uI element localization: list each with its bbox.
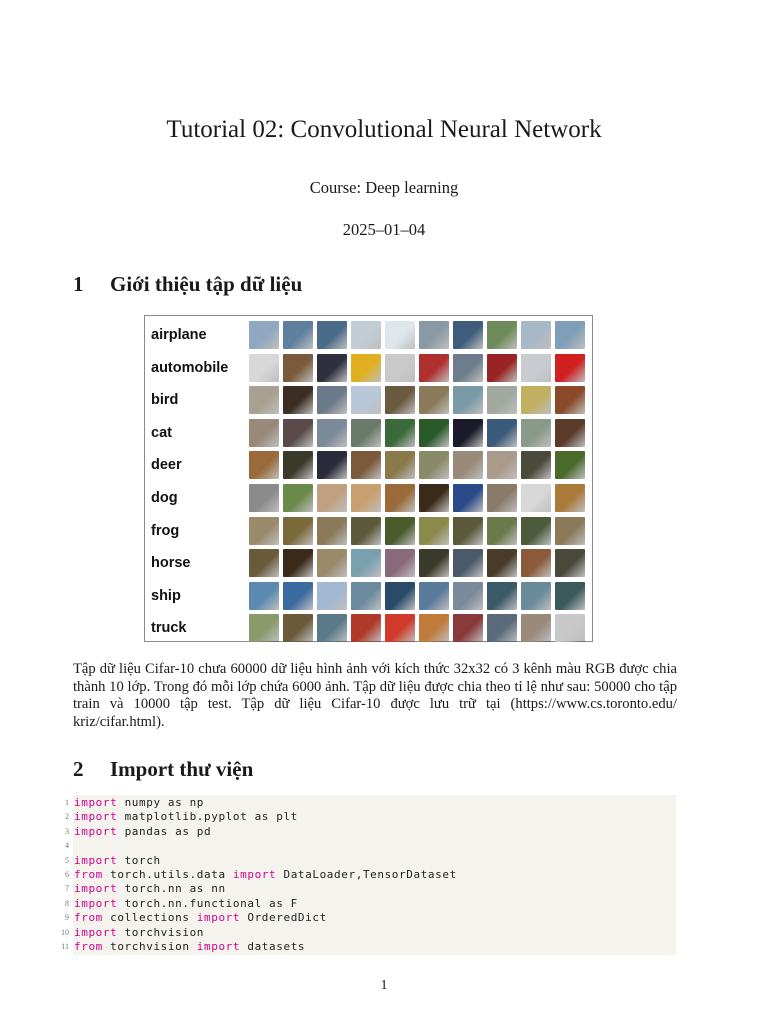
section-number: 1 [73, 272, 84, 296]
sample-image-thumbnail [317, 321, 347, 349]
sample-image-thumbnail [317, 386, 347, 414]
sample-image-thumbnail [249, 549, 279, 577]
code-token: pandas as pd [117, 824, 212, 838]
class-label: ship [151, 587, 181, 604]
sample-image-thumbnail [555, 484, 585, 512]
sample-image-thumbnail [351, 517, 381, 545]
sample-image-thumbnail [555, 582, 585, 610]
sample-image-thumbnail [351, 484, 381, 512]
code-keyword: from [74, 911, 103, 925]
code-text [74, 897, 298, 912]
sample-image-thumbnail [419, 484, 449, 512]
page-number: 1 [380, 978, 388, 993]
code-text [74, 796, 204, 811]
sample-image-thumbnail [487, 354, 517, 382]
sample-image-thumbnail [283, 419, 313, 447]
class-label: deer [151, 457, 182, 474]
sample-image-thumbnail [453, 517, 483, 545]
line-number: 6 [65, 870, 69, 879]
sample-image-thumbnail [521, 517, 551, 545]
code-line [61, 925, 676, 941]
line-number: 1 [65, 798, 69, 807]
sample-image-thumbnail [283, 614, 313, 642]
sample-image-thumbnail [249, 484, 279, 512]
class-row-bird [145, 383, 592, 416]
sample-image-thumbnail [283, 517, 313, 545]
line-number: 9 [65, 913, 69, 923]
sample-image-thumbnail [351, 419, 381, 447]
code-keyword: import [232, 868, 277, 881]
sample-image-thumbnail [385, 549, 415, 577]
sample-image-thumbnail [487, 386, 517, 414]
sample-image-thumbnail [283, 321, 313, 349]
sample-image-thumbnail [521, 451, 551, 479]
code-text [74, 940, 305, 955]
code-line [65, 839, 676, 854]
code-token: torch [117, 853, 161, 867]
code-text [74, 882, 226, 897]
sample-image-thumbnail [521, 582, 551, 610]
code-token: torchvision [117, 925, 205, 939]
section-title: Import thư viện [110, 757, 254, 781]
sample-image-thumbnail [249, 451, 279, 479]
sample-image-thumbnail [487, 451, 517, 479]
section-title: Giới thiệu tập dữ liệu [110, 272, 303, 296]
code-token: OrderedDict [240, 911, 327, 925]
code-line [65, 810, 676, 825]
sample-image-thumbnail [487, 614, 517, 642]
class-label: automobile [151, 359, 229, 376]
code-line [65, 853, 676, 869]
sample-image-thumbnail [283, 354, 313, 382]
sample-image-thumbnail [487, 321, 517, 349]
class-row-automobile [145, 351, 592, 384]
sample-image-thumbnail [283, 484, 313, 512]
sample-image-thumbnail [317, 549, 347, 577]
sample-image-thumbnail [453, 321, 483, 349]
code-keyword: import [74, 853, 118, 867]
sample-image-thumbnail [453, 614, 483, 642]
code-text [74, 926, 204, 941]
class-label: truck [151, 620, 187, 637]
section-heading-imports [73, 757, 253, 782]
sample-image-thumbnail [385, 321, 415, 349]
sample-image-thumbnail [385, 386, 415, 414]
sample-image-thumbnail [419, 582, 449, 610]
line-number: 7 [65, 884, 69, 894]
code-text [74, 911, 327, 926]
code-token: torch.utils.data [102, 868, 233, 881]
code-keyword: import [74, 796, 118, 809]
sample-image-thumbnail [487, 419, 517, 447]
code-token: datasets [240, 940, 306, 953]
sample-image-thumbnail [249, 582, 279, 610]
sample-image-thumbnail [249, 386, 279, 414]
sample-image-thumbnail [419, 386, 449, 414]
sample-image-thumbnail [351, 354, 381, 382]
sample-image-thumbnail [453, 484, 483, 512]
class-label: airplane [151, 327, 207, 343]
section-heading-dataset [73, 272, 302, 297]
code-token: torch.nn as nn [117, 882, 226, 896]
sample-image-thumbnail [521, 484, 551, 512]
sample-image-thumbnail [317, 451, 347, 479]
sample-image-thumbnail [317, 354, 347, 382]
sample-image-thumbnail [487, 484, 517, 512]
code-keyword: import [74, 810, 118, 824]
sample-image-thumbnail [555, 517, 585, 545]
sample-image-thumbnail [385, 354, 415, 382]
line-number: 5 [65, 855, 69, 865]
sample-image-thumbnail [419, 451, 449, 479]
code-keyword: import [74, 882, 118, 896]
class-label: frog [151, 522, 180, 539]
sample-image-thumbnail [521, 386, 551, 414]
sample-image-thumbnail [555, 614, 585, 642]
sample-image-thumbnail [283, 451, 313, 479]
sample-image-thumbnail [385, 582, 415, 610]
sample-image-thumbnail [419, 517, 449, 545]
sample-image-thumbnail [521, 614, 551, 642]
sample-image-thumbnail [453, 451, 483, 479]
sample-image-thumbnail [351, 386, 381, 414]
code-line [65, 796, 676, 811]
sample-image-thumbnail [249, 321, 279, 349]
code-token: torchvision [102, 940, 197, 953]
sample-image-thumbnail [249, 517, 279, 545]
sample-image-thumbnail [351, 614, 381, 642]
code-token: DataLoader,TensorDataset [276, 868, 457, 881]
sample-image-thumbnail [555, 419, 585, 447]
code-keyword: from [74, 940, 103, 953]
sample-image-thumbnail [317, 582, 347, 610]
code-token: numpy as np [117, 796, 205, 809]
sample-image-thumbnail [555, 321, 585, 349]
sample-image-thumbnail [419, 321, 449, 349]
sample-image-thumbnail [249, 614, 279, 642]
sample-image-thumbnail [555, 386, 585, 414]
sample-image-thumbnail [555, 354, 585, 382]
sample-image-thumbnail [317, 614, 347, 642]
code-text [74, 868, 457, 883]
sample-image-thumbnail [385, 517, 415, 545]
class-label: dog [151, 490, 178, 506]
sample-image-thumbnail [385, 419, 415, 447]
line-number: 8 [65, 898, 69, 908]
sample-image-thumbnail [351, 451, 381, 479]
sample-image-thumbnail [419, 354, 449, 382]
code-line [65, 868, 676, 883]
class-label: bird [151, 392, 179, 409]
sample-image-thumbnail [521, 354, 551, 382]
line-number: 3 [65, 826, 69, 836]
cifar10-sample-figure [144, 315, 593, 642]
code-line [65, 911, 676, 926]
code-token: collections [102, 911, 197, 925]
sample-image-thumbnail [249, 354, 279, 382]
course-line: Course: Deep learning [309, 178, 459, 197]
code-text [74, 810, 298, 825]
sample-image-thumbnail [351, 549, 381, 577]
class-row-truck [145, 611, 592, 644]
sample-image-thumbnail [487, 582, 517, 610]
class-row-frog [145, 514, 592, 547]
line-number: 11 [61, 942, 69, 951]
code-line [65, 824, 676, 840]
line-number: 2 [65, 812, 69, 822]
sample-image-thumbnail [453, 419, 483, 447]
code-token: matplotlib.pyplot as plt [117, 810, 298, 824]
sample-image-thumbnail [487, 549, 517, 577]
sample-image-thumbnail [487, 517, 517, 545]
code-keyword: from [74, 868, 103, 881]
class-row-airplane [145, 318, 592, 351]
sample-image-thumbnail [419, 419, 449, 447]
document-date: 2025–01–04 [342, 220, 426, 239]
sample-image-thumbnail [521, 321, 551, 349]
document-title: Tutorial 02: Convolutional Neural Network [166, 116, 602, 143]
class-row-dog [145, 481, 592, 514]
code-keyword: import [196, 911, 241, 925]
sample-image-thumbnail [521, 419, 551, 447]
code-line [61, 940, 676, 955]
sample-image-thumbnail [453, 549, 483, 577]
sample-image-thumbnail [351, 582, 381, 610]
code-keyword: import [74, 896, 118, 910]
class-row-deer [145, 448, 592, 481]
sample-image-thumbnail [351, 321, 381, 349]
dataset-description: Tập dữ liệu Cifar-10 chưa 60000 dữ liệu hình ảnh với kích thức 32x32 có 3 kênh màu RGB được chia thành 10 lớp. Trong đó mỗi lớp chứa 6000 ảnh. Tập dữ liệu được chia theo tỉ lệ như sau: 50000 cho tập train và 10000 tập test. Tập dữ liệu Cifar-10 được lưu trữ tại (https://www.cs.toronto.edu/ kriz/cifar.html). [73, 661, 677, 730]
code-listing [61, 795, 676, 955]
code-token: torch.nn.functional as F [117, 896, 298, 910]
line-number: 4 [65, 841, 69, 851]
sample-image-thumbnail [317, 484, 347, 512]
code-text [74, 825, 211, 840]
sample-image-thumbnail [453, 354, 483, 382]
sample-image-thumbnail [555, 451, 585, 479]
code-text [74, 854, 161, 869]
sample-image-thumbnail [453, 386, 483, 414]
code-line [65, 896, 676, 912]
sample-image-thumbnail [453, 582, 483, 610]
line-number: 10 [61, 927, 69, 937]
code-keyword: import [74, 824, 118, 838]
sample-image-thumbnail [283, 386, 313, 414]
sample-image-thumbnail [419, 549, 449, 577]
code-line [65, 882, 676, 897]
sample-image-thumbnail [283, 582, 313, 610]
class-label: horse [151, 555, 191, 572]
section-number: 2 [73, 757, 84, 781]
sample-image-thumbnail [385, 484, 415, 512]
code-keyword: import [74, 925, 118, 939]
class-label: cat [151, 424, 172, 441]
sample-image-thumbnail [419, 614, 449, 642]
sample-image-thumbnail [555, 549, 585, 577]
sample-image-thumbnail [249, 419, 279, 447]
sample-image-thumbnail [521, 549, 551, 577]
class-row-ship [145, 579, 592, 612]
sample-image-thumbnail [283, 549, 313, 577]
sample-image-thumbnail [385, 451, 415, 479]
sample-image-thumbnail [317, 517, 347, 545]
code-keyword: import [196, 940, 241, 953]
class-row-cat [145, 416, 592, 449]
class-row-horse [145, 546, 592, 579]
sample-image-thumbnail [317, 419, 347, 447]
sample-image-thumbnail [385, 614, 415, 642]
